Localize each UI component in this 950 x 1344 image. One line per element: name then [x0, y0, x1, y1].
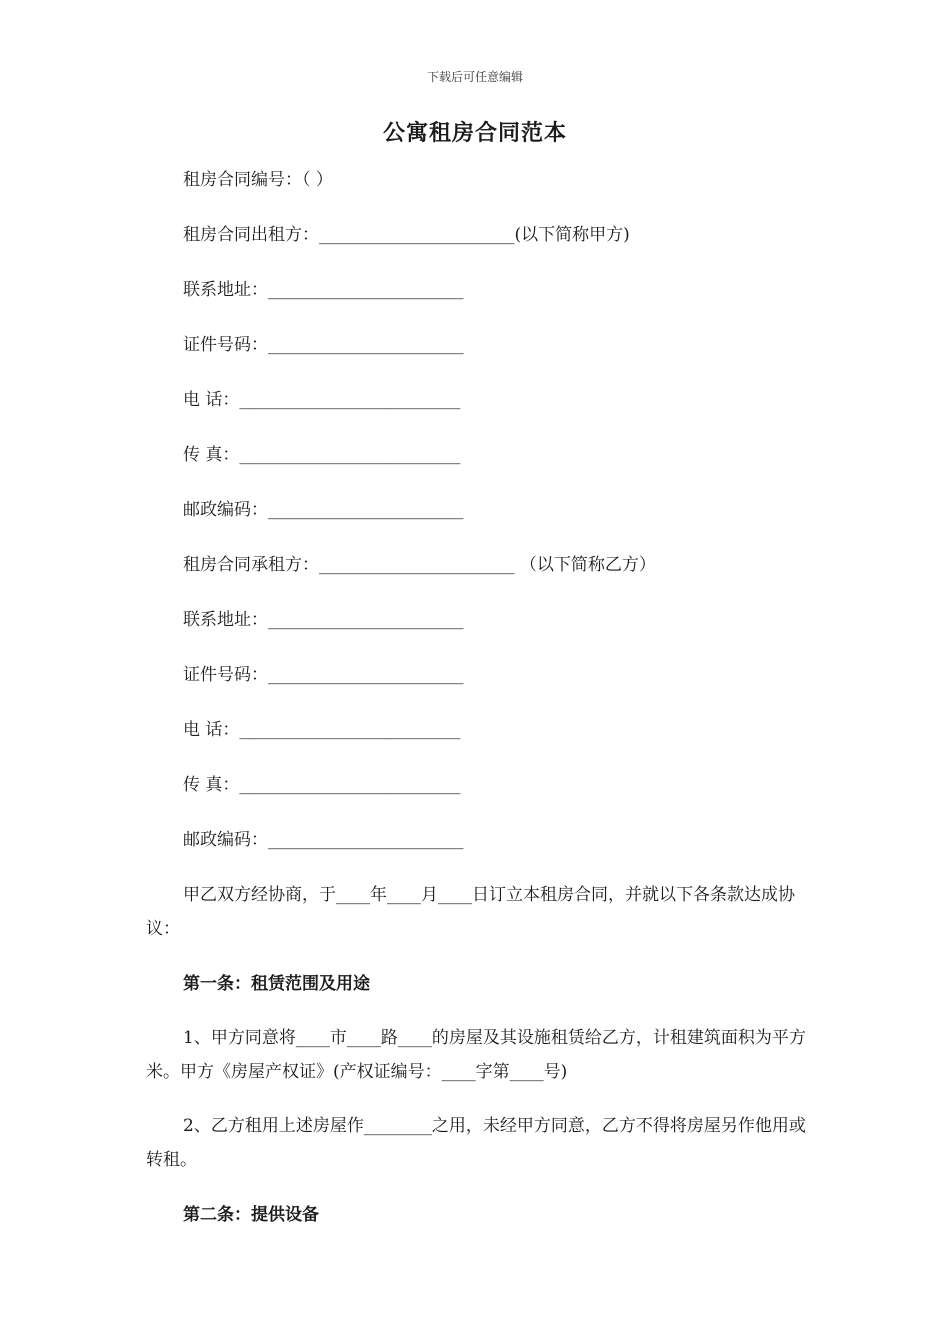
section-1-heading: 第一条：租赁范围及用途 — [183, 974, 370, 994]
lessor-field: 租房合同出租方：_______________________(以下简称甲方) — [183, 225, 630, 245]
lessee-fax-field: 传 真：__________________________ — [183, 775, 461, 795]
lessor-address-field: 联系地址：_______________________ — [183, 280, 464, 300]
document-title: 公寓租房合同范本 — [382, 120, 567, 146]
header-note: 下载后可任意编辑 — [426, 70, 523, 84]
section-2-heading: 第二条：提供设备 — [183, 1205, 319, 1225]
lessee-address-field: 联系地址：_______________________ — [183, 610, 464, 630]
intro-paragraph: 甲乙双方经协商，于____年____月____日订立本租房合同，并就以下各条款达成协议： — [146, 885, 795, 939]
lessor-fax-field: 传 真：__________________________ — [183, 445, 461, 465]
lessor-id-field: 证件号码：_______________________ — [183, 335, 464, 355]
lessee-phone-field: 电 话：__________________________ — [183, 720, 461, 740]
lessee-id-field: 证件号码：_______________________ — [183, 665, 464, 685]
lessor-phone-field: 电 话：__________________________ — [183, 390, 461, 410]
lessee-field: 租房合同承租方：_______________________ （以下简称乙方） — [183, 555, 656, 575]
lessee-postcode-field: 邮政编码：_______________________ — [183, 830, 464, 850]
lessor-postcode-field: 邮政编码：_______________________ — [183, 500, 464, 520]
section-1-item-2: 2、乙方租用上述房屋作________之用，未经甲方同意，乙方不得将房屋另作他用或转租。 — [146, 1116, 806, 1170]
section-1-item-1: 1、甲方同意将____市____路____的房屋及其设施租赁给乙方，计租建筑面积为平方米。甲方《房屋产权证》(产权证编号：____字第____号) — [146, 1028, 806, 1082]
contract-number-field: 租房合同编号：（ ） — [183, 170, 333, 190]
